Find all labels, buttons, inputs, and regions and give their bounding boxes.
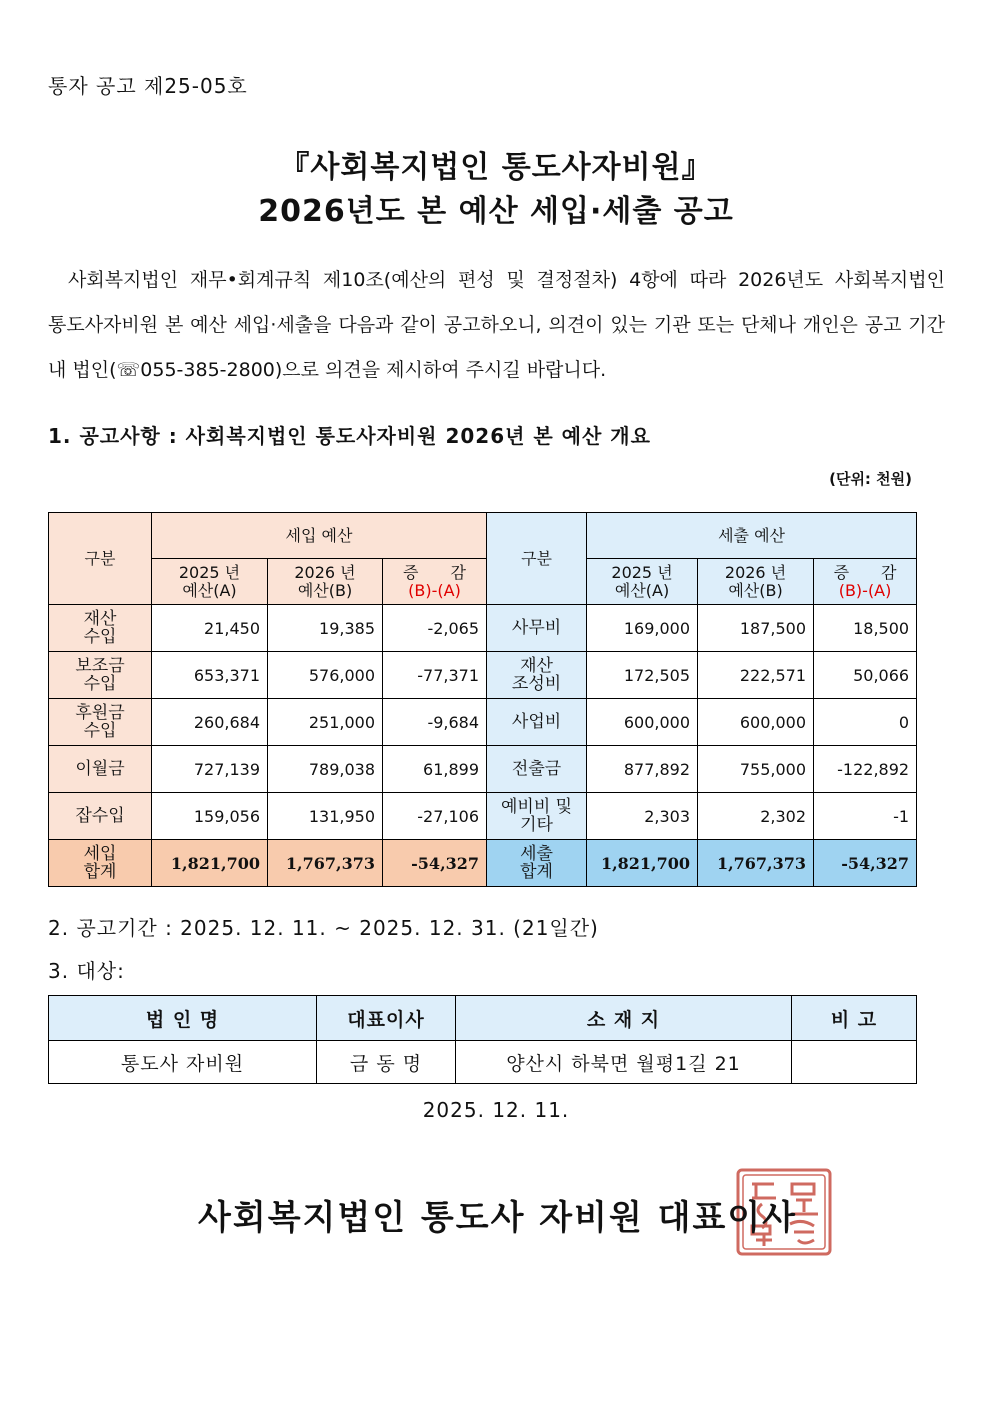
table-row [49, 605, 917, 652]
income-budget-header: 세입 예산 [152, 513, 487, 559]
expense-total-2026: 1,767,373 [698, 840, 814, 887]
expense-2026-header: 2026 년 예산(B) [698, 559, 814, 605]
expense-total-diff: -54,327 [814, 840, 917, 887]
expense-category-header: 구분 [487, 513, 587, 605]
expense-diff-header: 증 감 (B)-(A) [814, 559, 917, 605]
income-diff-value: 61,899 [383, 746, 487, 793]
income-total-2026: 1,767,373 [268, 840, 383, 887]
income-category-header: 구분 [49, 513, 152, 605]
remarks-header: 비 고 [792, 996, 917, 1041]
table-row [49, 699, 917, 746]
income-total-2025: 1,821,700 [152, 840, 268, 887]
income-2025-value: 260,684 [152, 699, 268, 746]
corp-name-header: 법 인 명 [49, 996, 317, 1041]
unit-label: (단위: 천원) [829, 470, 912, 488]
expense-row-label: 사업비 [487, 699, 587, 746]
expense-total-2025: 1,821,700 [587, 840, 698, 887]
expense-row-label: 재산 조성비 [487, 652, 587, 699]
income-diff-value: -9,684 [383, 699, 487, 746]
expense-diff-value: -1 [814, 793, 917, 840]
expense-2025-value: 172,505 [587, 652, 698, 699]
intro-paragraph: 사회복지법인 재무•회계규칙 제10조(예산의 편성 및 결정절차) 4항에 따라 2026년도 사회복지법인 통도사자비원 본 예산 세입·세출을 다음과 같이 공고하오니, 의견이 있는 기관 또는 단체나 개인은 공고 기간 내 법인(☏055-385-2800)으로 의견을 제시하여 주시길 바랍니다. [48, 269, 945, 381]
section-1-heading: 1. 공고사항 : 사회복지법인 통도사자비원 2026년 본 예산 개요 [48, 424, 651, 448]
income-2025-value: 653,371 [152, 652, 268, 699]
income-2026-header: 2026 년 예산(B) [268, 559, 383, 605]
table-row [49, 652, 917, 699]
income-diff-header: 증 감 (B)-(A) [383, 559, 487, 605]
expense-row-label: 예비비 및 기타 [487, 793, 587, 840]
expense-2025-value: 169,000 [587, 605, 698, 652]
expense-row-label: 전출금 [487, 746, 587, 793]
expense-2026-value: 2,302 [698, 793, 814, 840]
expense-2026-value: 600,000 [698, 699, 814, 746]
expense-budget-header: 세출 예산 [587, 513, 917, 559]
expense-2026-value: 222,571 [698, 652, 814, 699]
income-2026-value: 576,000 [268, 652, 383, 699]
expense-diff-value: 18,500 [814, 605, 917, 652]
table-row [49, 746, 917, 793]
income-2026-value: 19,385 [268, 605, 383, 652]
income-total-label: 세입 합계 [49, 840, 152, 887]
expense-diff-value: 0 [814, 699, 917, 746]
document-number: 통자 공고 제25-05호 [48, 74, 248, 98]
address-value: 양산시 하북면 월평1길 21 [456, 1041, 792, 1084]
announcement-date: 2025. 12. 11. [422, 1098, 570, 1122]
income-2026-value: 251,000 [268, 699, 383, 746]
signature-line: 사회복지법인 통도사 자비원 대표이사 [198, 1198, 798, 1238]
expense-2025-value: 600,000 [587, 699, 698, 746]
expense-diff-value: -122,892 [814, 746, 917, 793]
income-diff-value: -2,065 [383, 605, 487, 652]
corp-name-value: 통도사 자비원 [49, 1041, 317, 1084]
expense-2026-value: 755,000 [698, 746, 814, 793]
expense-2026-value: 187,500 [698, 605, 814, 652]
ceo-header: 대표이사 [317, 996, 456, 1041]
expense-row-label: 사무비 [487, 605, 587, 652]
ceo-value: 금 동 명 [317, 1041, 456, 1084]
income-2025-value: 21,450 [152, 605, 268, 652]
income-diff-value: -77,371 [383, 652, 487, 699]
total-row [49, 840, 917, 887]
income-2026-value: 131,950 [268, 793, 383, 840]
section-3-target: 3. 대상: [48, 959, 125, 983]
income-row-label: 이월금 [49, 746, 152, 793]
income-2025-value: 727,139 [152, 746, 268, 793]
title-line-1: 『사회복지법인 통도사자비원』 [279, 150, 713, 185]
income-2026-value: 789,038 [268, 746, 383, 793]
title-line-2: 2026년도 본 예산 세입·세출 공고 [258, 194, 734, 229]
expense-total-label: 세출 합계 [487, 840, 587, 887]
income-row-label: 보조금 수입 [49, 652, 152, 699]
expense-2025-header: 2025 년 예산(A) [587, 559, 698, 605]
income-row-label: 잡수입 [49, 793, 152, 840]
income-row-label: 후원금 수입 [49, 699, 152, 746]
income-diff-value: -27,106 [383, 793, 487, 840]
income-row-label: 재산 수입 [49, 605, 152, 652]
address-header: 소 재 지 [456, 996, 792, 1041]
income-2025-header: 2025 년 예산(A) [152, 559, 268, 605]
section-2-period: 2. 공고기간 : 2025. 12. 11. ~ 2025. 12. 31. (21일간) [48, 916, 599, 940]
budget-table [48, 512, 917, 887]
expense-2025-value: 877,892 [587, 746, 698, 793]
expense-2025-value: 2,303 [587, 793, 698, 840]
income-2025-value: 159,056 [152, 793, 268, 840]
table-row [49, 793, 917, 840]
remarks-value [792, 1041, 917, 1084]
target-table [48, 995, 917, 1084]
income-total-diff: -54,327 [383, 840, 487, 887]
expense-diff-value: 50,066 [814, 652, 917, 699]
